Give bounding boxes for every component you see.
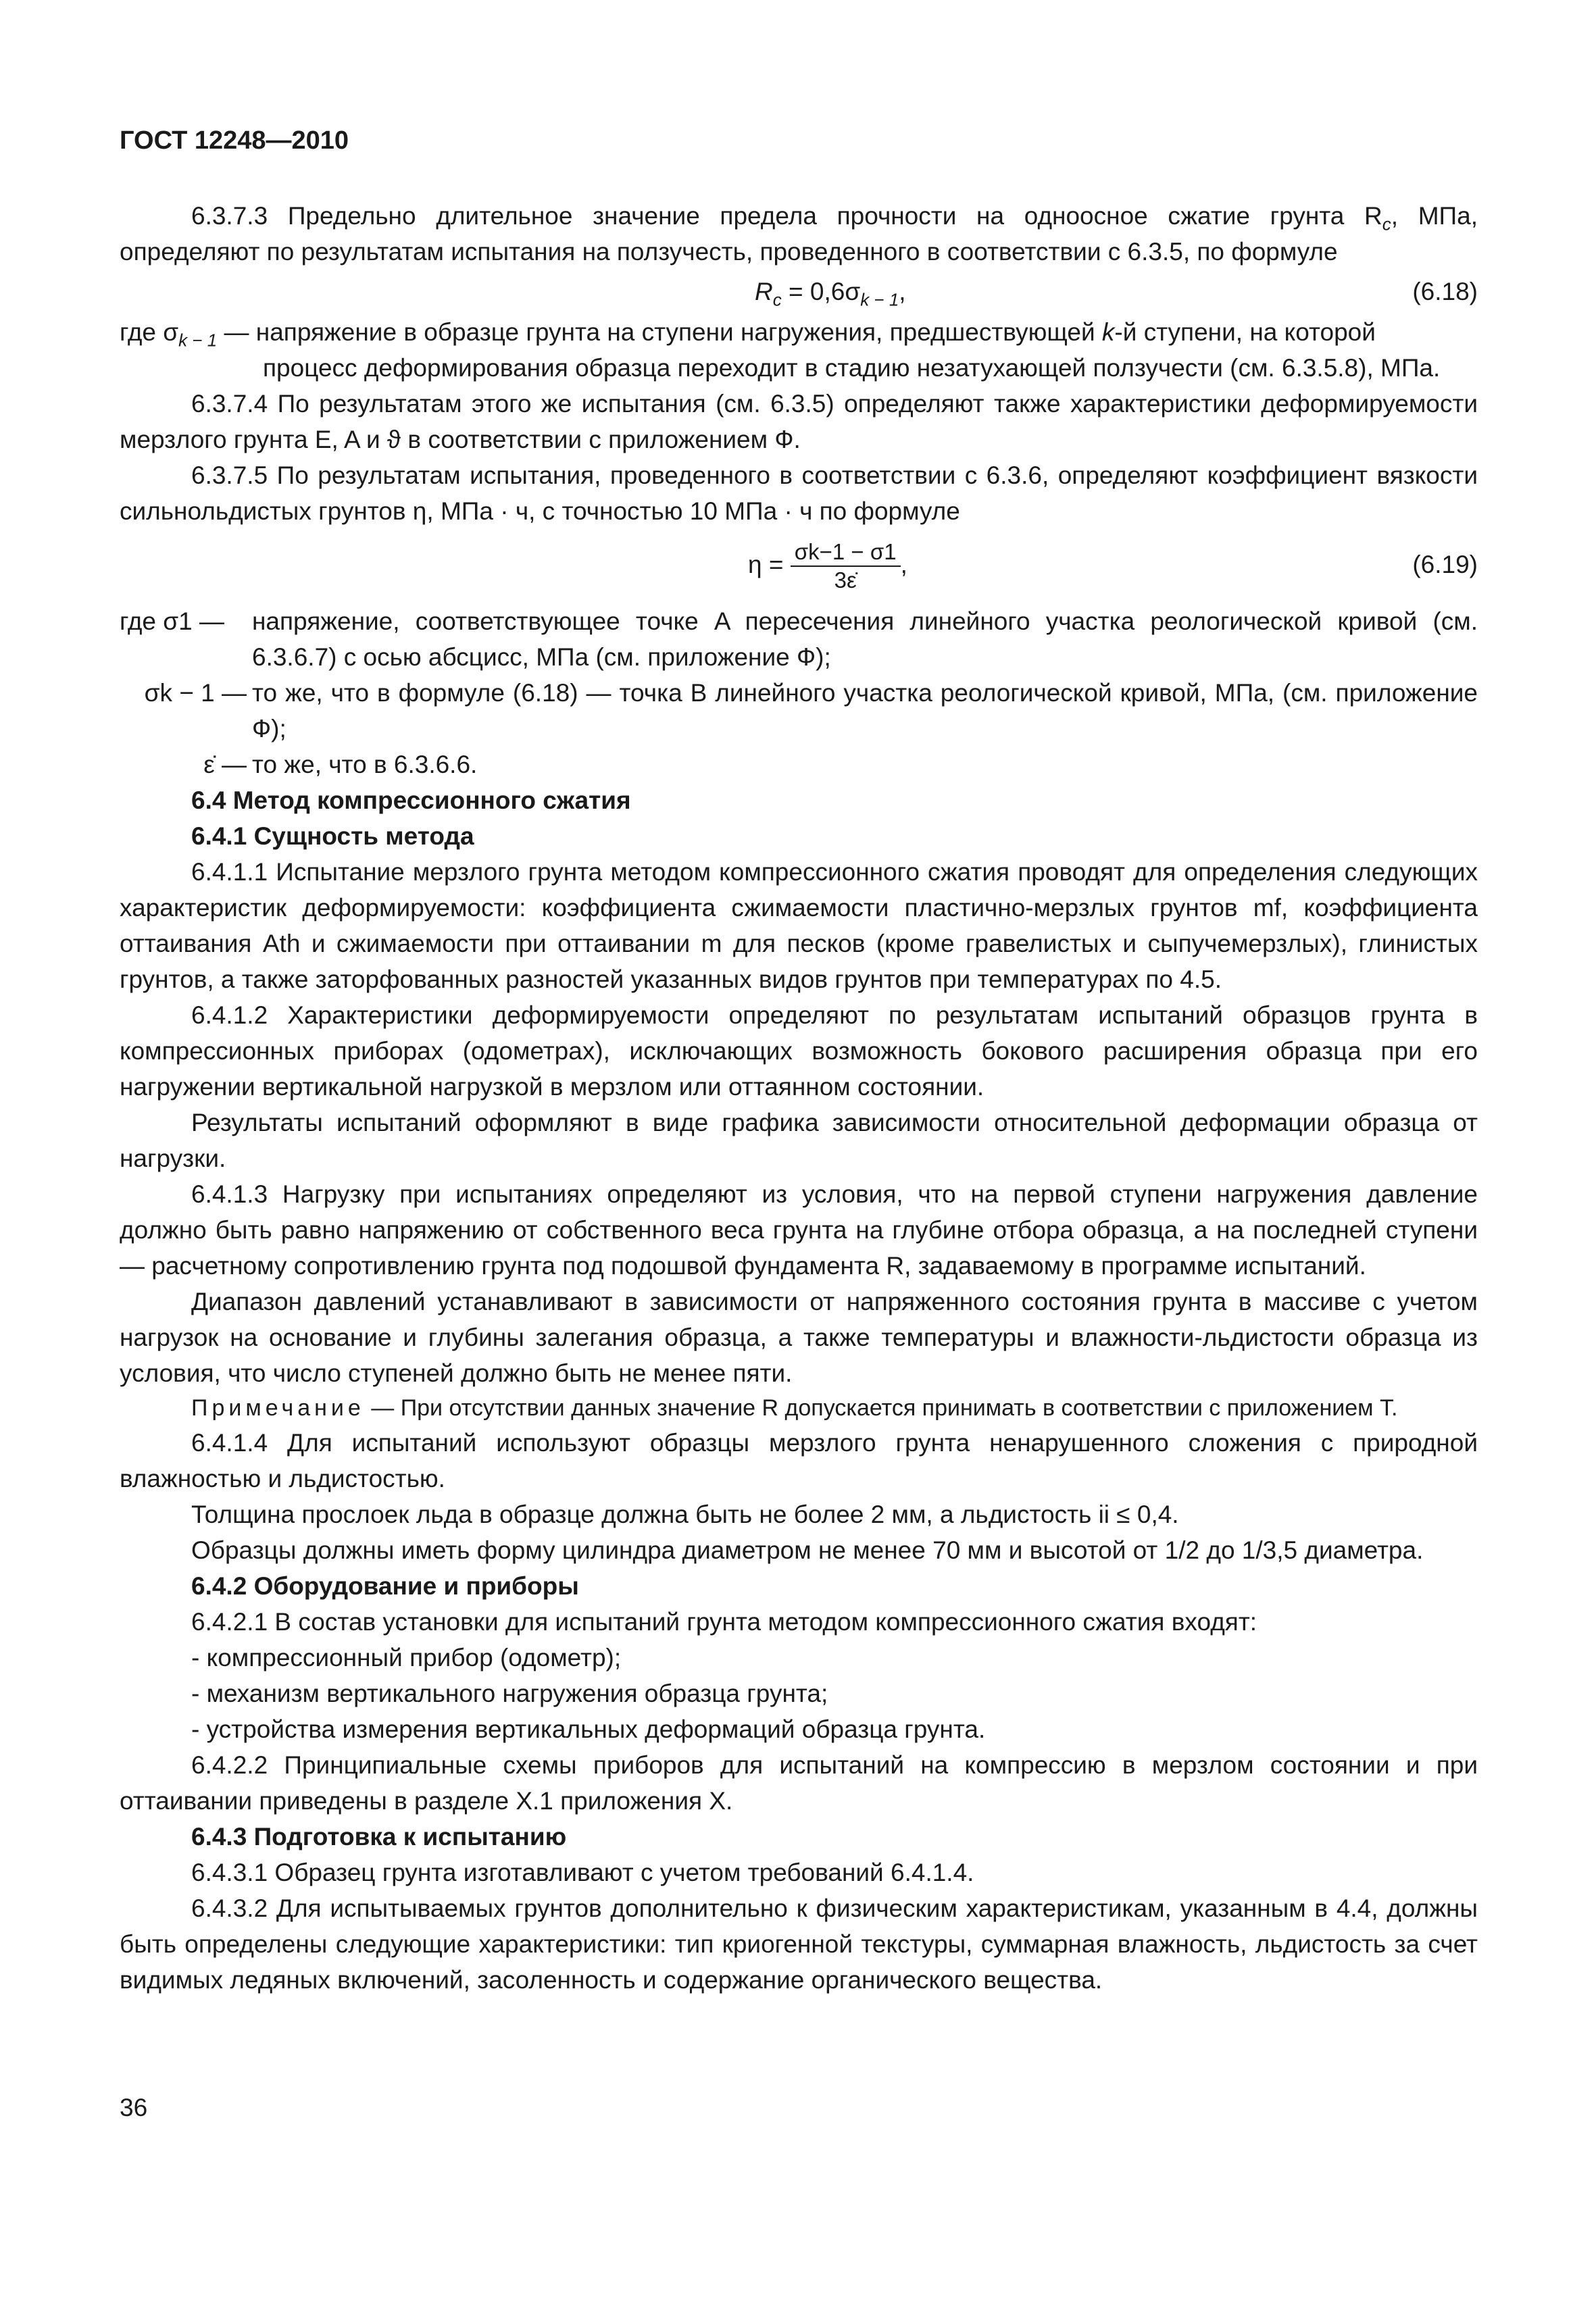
formula-lhs-sub: c: [772, 289, 782, 310]
subscript-c: c: [1382, 213, 1391, 234]
paragraph-6-4-1-4-c: Образцы должны иметь форму цилиндра диаметром не менее 70 мм и высотой от 1/2 до 1/3,5 диаметра.: [191, 1536, 1424, 1564]
where-19-item-2: [120, 675, 1478, 747]
formula-6-19-body: [748, 538, 907, 594]
paragraph-6-3-7-3-text: 6.3.7.3 Предельно длительное значение предела прочности на одноосное сжатие грунта R: [191, 202, 1382, 230]
where-19-key-2: σk − 1 —: [144, 679, 247, 707]
where-k: k: [1101, 318, 1115, 346]
formula-eta: η =: [748, 550, 791, 578]
paragraph-6-4-1-1: 6.4.1.1 Испытание мерзлого грунта методом компрессионного сжатия проводят для определения следующих характеристик деформируемости: коэффициента сжимаемости пластично-мерзлых грунтов mf, коэффициента оттаивания Ath и сжимаемости при оттаивании m для песков (кроме гравелистых и сыпучемерзлых), глинистых грунтов, а также заторфованных разностей указанных видов грунтов при температурах по 4.5.: [120, 858, 1478, 993]
formula-6-19: [120, 529, 1478, 603]
where-key-sub: k − 1: [178, 330, 218, 351]
paragraph-6-4-1-4: 6.4.1.4 Для испытаний используют образцы мерзлого грунта ненарушенного сложения с природной влажностью и льдистостью.: [120, 1429, 1478, 1492]
note-label: Примечание: [191, 1395, 365, 1421]
where-text-2: -й ступени, на которой: [1114, 318, 1376, 346]
page-number: 36: [120, 2094, 148, 2121]
where-19-text-2: то же, что в формуле (6.18) — точка B линейного участка реологической кривой, МПа, (см. приложение Ф);: [252, 679, 1478, 743]
note: [120, 1391, 1478, 1425]
paragraph-6-4-1-2: 6.4.1.2 Характеристики деформируемости определяют по результатам испытаний образцов грунта в компрессионных приборах (одометрах), исключающих возможность бокового расширения образца при его нагружении вертикальной нагрузкой в мерзлом или оттаянном состоянии.: [120, 1001, 1478, 1101]
formula-numerator: σk−1 − σ1: [791, 538, 901, 567]
where-19-text-3: то же, что в 6.3.6.6.: [252, 751, 478, 778]
formula-6-18: [120, 270, 1478, 314]
paragraph-6-4-1-3: 6.4.1.3 Нагрузку при испытаниях определяют из условия, что на первой ступени нагружения давление должно быть равно напряжению от собственного веса грунта на глубине отбора образца, а на последней ступени — расчетному сопротивлению грунта под подошвой фундамента R, задаваемому в программе испытаний.: [120, 1180, 1478, 1280]
where-text-1: напряжение в образце грунта на ступени нагружения, предшествующей: [255, 318, 1102, 346]
formula-sigma-sub: k − 1: [860, 289, 899, 310]
paragraph-6-3-7-3: [120, 198, 1478, 270]
note-text: — При отсутствии данных значение R допускается принимать в соответствии с приложением Т.: [364, 1395, 1398, 1421]
paragraph-6-3-7-3-tail: , МПа, определяют по результатам испытания на ползучесть, проведенного в соответствии с 6.3.5, по формуле: [120, 202, 1478, 266]
where-6-18-line2: процесс деформирования образца переходит в стадию незатухающей ползучести (см. 6.3.5.8), МПа.: [263, 354, 1441, 382]
paragraph-6-3-7-5: 6.3.7.5 По результатам испытания, проведенного в соответствии с 6.3.6, определяют коэффициент вязкости сильнольдистых грунтов η, МПа · ч, с точностью 10 МПа · ч по формуле: [120, 461, 1478, 525]
formula-number-6-19: (6.19): [1412, 551, 1478, 578]
standard-header: ГОСТ 12248—2010: [120, 126, 349, 155]
heading-6-4-2: 6.4.2 Оборудование и приборы: [191, 1572, 579, 1600]
formula-tail: ,: [899, 278, 906, 305]
heading-6-4: 6.4 Метод компрессионного сжатия: [191, 786, 631, 814]
where-19-key-3: ε̇ —: [203, 751, 247, 778]
formula-number-6-18: (6.18): [1412, 278, 1478, 305]
formula-fraction: [791, 538, 901, 594]
paragraph-6-4-2-1: 6.4.2.1 В состав установки для испытаний грунта методом компрессионного сжатия входят:: [191, 1608, 1257, 1636]
heading-6-4-1: 6.4.1 Сущность метода: [191, 822, 474, 850]
paragraph-6-4-2-2: 6.4.2.2 Принципиальные схемы приборов для испытаний на компрессию в мерзлом состоянии и при оттаивании приведены в разделе Х.1 приложения Х.: [120, 1751, 1478, 1815]
formula-6-19-tail: ,: [900, 550, 907, 578]
formula-mid: = 0,6σ: [781, 278, 861, 305]
paragraph-6-4-1-2-b: Результаты испытаний оформляют в виде графика зависимости относительной деформации образца от нагрузки.: [120, 1109, 1478, 1172]
where-key: где σ: [120, 318, 179, 346]
page-body: [120, 198, 1478, 1998]
where-6-18: [120, 314, 1478, 350]
paragraph-6-4-3-1: 6.4.3.1 Образец грунта изготавливают с учетом требований 6.4.1.4.: [191, 1859, 974, 1886]
heading-6-4-3: 6.4.3 Подготовка к испытанию: [191, 1823, 567, 1851]
formula-denominator: 3ε̇: [834, 568, 857, 593]
list-item: - компрессионный прибор (одометр);: [191, 1644, 622, 1671]
paragraph-6-4-3-2: 6.4.3.2 Для испытываемых грунтов дополнительно к физическим характеристикам, указанным в 4.4, должны быть определены следующие характеристики: тип криогенной текстуры, суммарная влажность, льдистость за счет видимых ледяных включений, засоленность и содержание органического вещества.: [120, 1894, 1478, 1994]
where-dash: —: [217, 318, 256, 346]
paragraph-6-3-7-4: 6.3.7.4 По результатам этого же испытания (см. 6.3.5) определяют также характеристики деформируемости мерзлого грунта E, A и ϑ в соответствии с приложением Ф.: [120, 390, 1478, 453]
where-19-item-1: [120, 603, 1478, 675]
list-item: - механизм вертикального нагружения образца грунта;: [191, 1680, 828, 1707]
formula-6-18-body: [755, 274, 906, 309]
paragraph-6-4-1-3-b: Диапазон давлений устанавливают в зависимости от напряженного состояния грунта в массиве с учетом нагрузок на основание и глубины залегания образца, а также температуры и влажности-льдистости образца из условия, что число ступеней должно быть не менее пяти.: [120, 1288, 1478, 1387]
where-19-key-1: где σ1 —: [120, 607, 224, 635]
formula-lhs-r: R: [755, 278, 773, 305]
where-19-item-3: [120, 747, 1478, 782]
paragraph-6-4-1-4-b: Толщина прослоек льда в образце должна быть не более 2 мм, а льдистость ii ≤ 0,4.: [191, 1501, 1179, 1528]
list-item: - устройства измерения вертикальных деформаций образца грунта.: [191, 1715, 986, 1743]
where-19-text-1: напряжение, соответствующее точке A пересечения линейного участка реологической кривой (см. 6.3.6.7) с осью абсцисс, МПа (см. приложение Ф);: [252, 607, 1478, 671]
